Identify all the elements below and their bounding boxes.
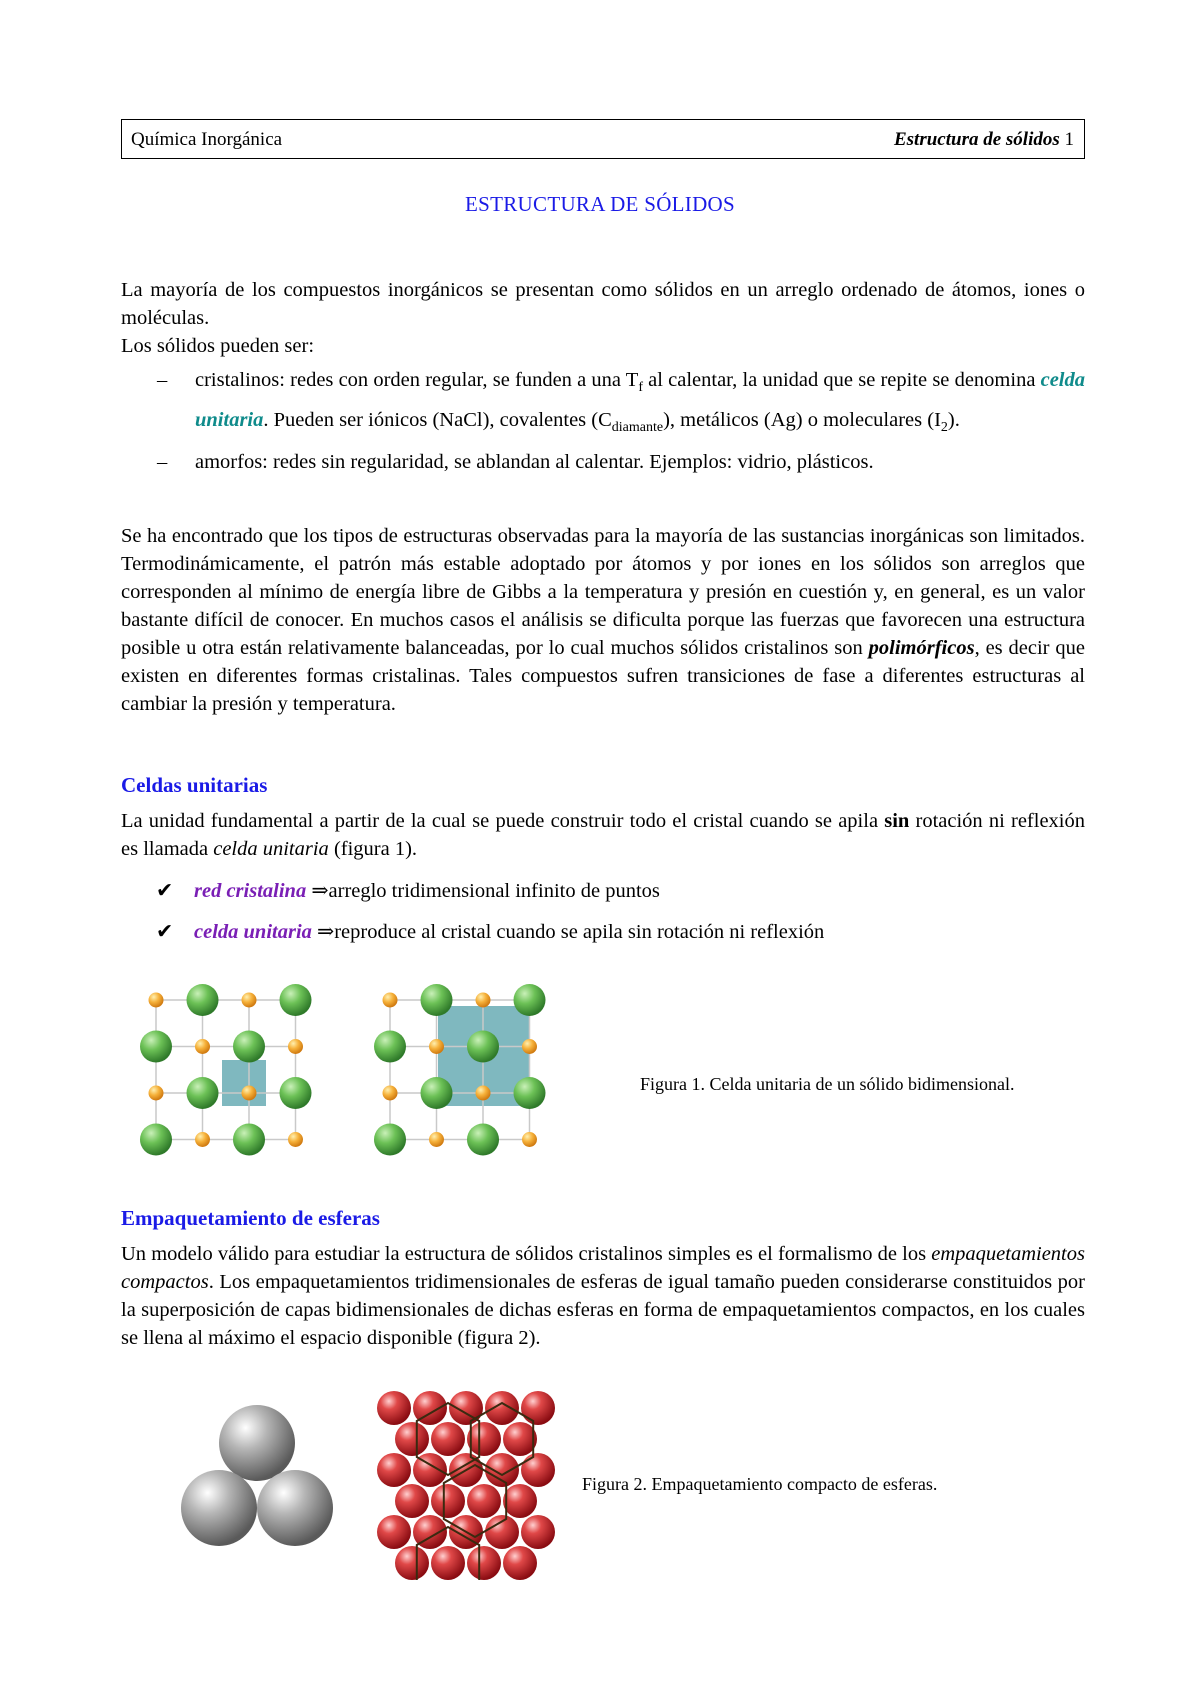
red-sphere [485, 1453, 519, 1487]
paragraph-structures: Se ha encontrado que los tipos de estructuras observadas para la mayoría de las sustancias inorgánicas son limitados. Termodinámicamente, el patrón más estable adoptado por átomos y por iones en los sólidos son arreglos que corresponden al mínimo de energía libre de Gibbs a la temperatura y presión en cuestión y, en general, es un valor bastante difícil de conocer. En muchos casos el análisis se dificulta porque las fuerzas que favorecen una estructura posible u otra están relativamente balanceadas, por lo cual muchos sólidos cristalinos son polimórficos, es decir que existen en diferentes formas cristalinas. Tales compuestos sufren transiciones de fase a diferentes estructuras al cambiar la presión y temperatura. [121, 525, 1085, 715]
green-sphere [421, 1077, 453, 1109]
dash-bullet: – [157, 451, 168, 474]
heading-empaquetamiento: Empaquetamiento de esferas [121, 1206, 380, 1230]
orange-sphere [476, 1086, 491, 1101]
lattice-left [140, 984, 312, 1156]
page-header [121, 119, 1085, 159]
red-sphere [395, 1546, 429, 1580]
three-spheres-image [181, 1405, 333, 1546]
green-sphere [421, 984, 453, 1016]
green-sphere [514, 1077, 546, 1109]
orange-sphere [149, 1086, 164, 1101]
green-sphere [187, 984, 219, 1016]
page-title: ESTRUCTURA DE SÓLIDOS [465, 192, 735, 216]
check-icon: ✔ [156, 880, 174, 902]
red-sphere [431, 1546, 465, 1580]
green-sphere [187, 1077, 219, 1109]
red-sphere [503, 1484, 537, 1518]
orange-sphere [522, 1132, 537, 1147]
green-sphere [280, 1077, 312, 1109]
orange-sphere [429, 1132, 444, 1147]
red-sphere [467, 1484, 501, 1518]
orange-sphere [149, 993, 164, 1008]
figure-2-caption: Figura 2. Empaquetamiento compacto de esferas. [582, 1474, 938, 1494]
header-section-title: Estructura de sólidos [893, 129, 1060, 150]
implies-icon: ⇒ [317, 921, 335, 943]
intro-list-lead: Los sólidos pueden ser: [121, 335, 315, 357]
gray-sphere [257, 1470, 333, 1546]
term-polimorficos: polimórficos [868, 637, 975, 659]
orange-sphere [476, 993, 491, 1008]
green-sphere [233, 1031, 265, 1063]
intro-paragraph: La mayoría de los compuestos inorgánicos se presentan como sólidos en un arreglo ordenado de átomos, iones o moléculas. [121, 279, 1085, 329]
list-item-amorfos: – amorfos: redes sin regularidad, se ablandan al calentar. Ejemplos: vidrio, plásticos. [121, 448, 1085, 476]
green-sphere [514, 984, 546, 1016]
red-sphere [377, 1391, 411, 1425]
figure-2-packing [178, 1388, 578, 1580]
lattice-right [374, 984, 546, 1156]
figure-1-lattices [140, 984, 600, 1184]
gray-sphere [219, 1405, 295, 1481]
red-sphere [377, 1515, 411, 1549]
red-sphere [485, 1515, 519, 1549]
document-page: Química Inorgánica Estructura de sólidos 1 ESTRUCTURA DE SÓLIDOS La mayoría de los compuestos inorgánicos se presentan como sólidos en un arreglo ordenado de átomos, iones o moléculas. Los sólidos pueden ser: – cristalinos: redes con orden regular, se funden a una $T_f$ al calentar, la unidad que se repite se denomina celda unitaria. Pueden ser iónicos (NaCl), covalentes $(C_{diamante})$, metálicos (Ag) o moleculares $(I_2)$. – amorfos: redes sin regularidad, se ablandan al calentar. Ejemplos: vidrio, plásticos. Se ha encontrado que los tipos de estructuras observadas para la mayoría de las sustancias inorgánicas son limitados. Termodinámicamente, el patrón más estable adoptado por átomos y por iones en los sólidos son arreglos que corresponden al mínimo de energía libre de Gibbs a la temperatura y presión en cuestión y, en general, es un valor bastante difícil de conocer. En muchos casos el análisis se dificulta porque las fuerzas que favorecen una estructura posible u otra están relativamente balanceadas, por lo cual muchos sólidos cristalinos son polimórficos, es decir que existen en diferentes formas cristalinas. Tales compuestos sufren transiciones de fase a diferentes estructuras al cambiar la presión y temperatura. Celdas unitarias La unidad fundamental a partir de la cual se puede construir todo el cristal cuando se apila sin rotación ni reflexión es llamada celda unitaria (figura 1). ✔ red cristalina ⇒arreglo tridimensional infinito de puntos ✔ celda unitaria ⇒reproduce al cristal cuando se apila sin rotación ni reflexión Figura 1. Celda unitaria de un sólido bidimensional. Empaquetamiento de esferas Un modelo válido para estudiar la estructura de sólidos cristalinos simples es el formalismo de los empaquetamientos compactos. Los empaquetamientos tridimensionales de esferas de igual tamaño pueden considerarse constituidos por la superposición de capas bidimensionales de dichas esferas en forma de empaquetamientos compactos, en los cuales se llena al máximo el espacio disponible (figura 2). Figura 2. Empaquetamiento compacto de esferas. [0, 0, 1200, 1698]
orange-sphere [288, 1132, 303, 1147]
orange-sphere [383, 993, 398, 1008]
orange-sphere [522, 1039, 537, 1054]
term-celda-unitaria: celda unitaria [195, 369, 1085, 432]
red-sphere [503, 1422, 537, 1456]
paragraph-empaquetamiento: Un modelo válido para estudiar la estructura de sólidos cristalinos simples es el formalismo de los empaquetamientos compactos. Los empaquetamientos tridimensionales de esferas de igual tamaño pueden considerarse constituidos por la superposición de capas bidimensionales de dichas esferas en forma de empaquetamientos compactos, en los cuales se llena al máximo el espacio disponible (figura 2). [121, 1243, 1085, 1349]
list-item-cristalinos: – cristalinos: redes con orden regular, se funden a una $T_f$ al calentar, la unidad que se repite se denomina celda unitaria. Pueden ser iónicos (NaCl), covalentes $(C_{diamante})$, metálicos (Ag) o moleculares $(I_2)$. [121, 364, 1085, 444]
green-sphere [467, 1031, 499, 1063]
paragraph-celdas: La unidad fundamental a partir de la cual se puede construir todo el cristal cuando se apila sin rotación ni reflexión es llamada celda unitaria (figura 1). [121, 810, 1085, 860]
orange-sphere [429, 1039, 444, 1054]
green-sphere [374, 1031, 406, 1063]
green-sphere [280, 984, 312, 1016]
red-sphere [467, 1546, 501, 1580]
red-sphere [431, 1484, 465, 1518]
red-sphere [377, 1453, 411, 1487]
intro-section [121, 276, 1085, 476]
green-sphere [233, 1124, 265, 1156]
green-sphere [140, 1031, 172, 1063]
red-sphere [467, 1422, 501, 1456]
green-sphere [140, 1124, 172, 1156]
dash-bullet: – [157, 369, 168, 391]
red-sphere [503, 1546, 537, 1580]
orange-sphere [242, 993, 257, 1008]
red-sphere [485, 1391, 519, 1425]
header-section [894, 129, 1074, 151]
orange-sphere [195, 1132, 210, 1147]
green-sphere [467, 1124, 499, 1156]
red-sphere [395, 1422, 429, 1456]
red-sphere [521, 1453, 555, 1487]
implies-icon: ⇒ [311, 880, 329, 902]
unit-cell-small [222, 1060, 266, 1106]
red-sphere [431, 1422, 465, 1456]
orange-sphere [195, 1039, 210, 1054]
gray-sphere [181, 1470, 257, 1546]
header-course: Química Inorgánica [131, 129, 283, 150]
red-sphere [395, 1484, 429, 1518]
figure-1-caption: Figura 1. Celda unitaria de un sólido bidimensional. [640, 1074, 1015, 1094]
page-number: 1 [1064, 129, 1074, 150]
orange-sphere [383, 1086, 398, 1101]
close-packed-layer [377, 1391, 555, 1580]
check-icon: ✔ [156, 921, 174, 943]
red-sphere [521, 1391, 555, 1425]
orange-sphere [288, 1039, 303, 1054]
red-sphere [521, 1515, 555, 1549]
green-sphere [374, 1124, 406, 1156]
heading-celdas-unitarias: Celdas unitarias [121, 773, 268, 797]
orange-sphere [242, 1086, 257, 1101]
